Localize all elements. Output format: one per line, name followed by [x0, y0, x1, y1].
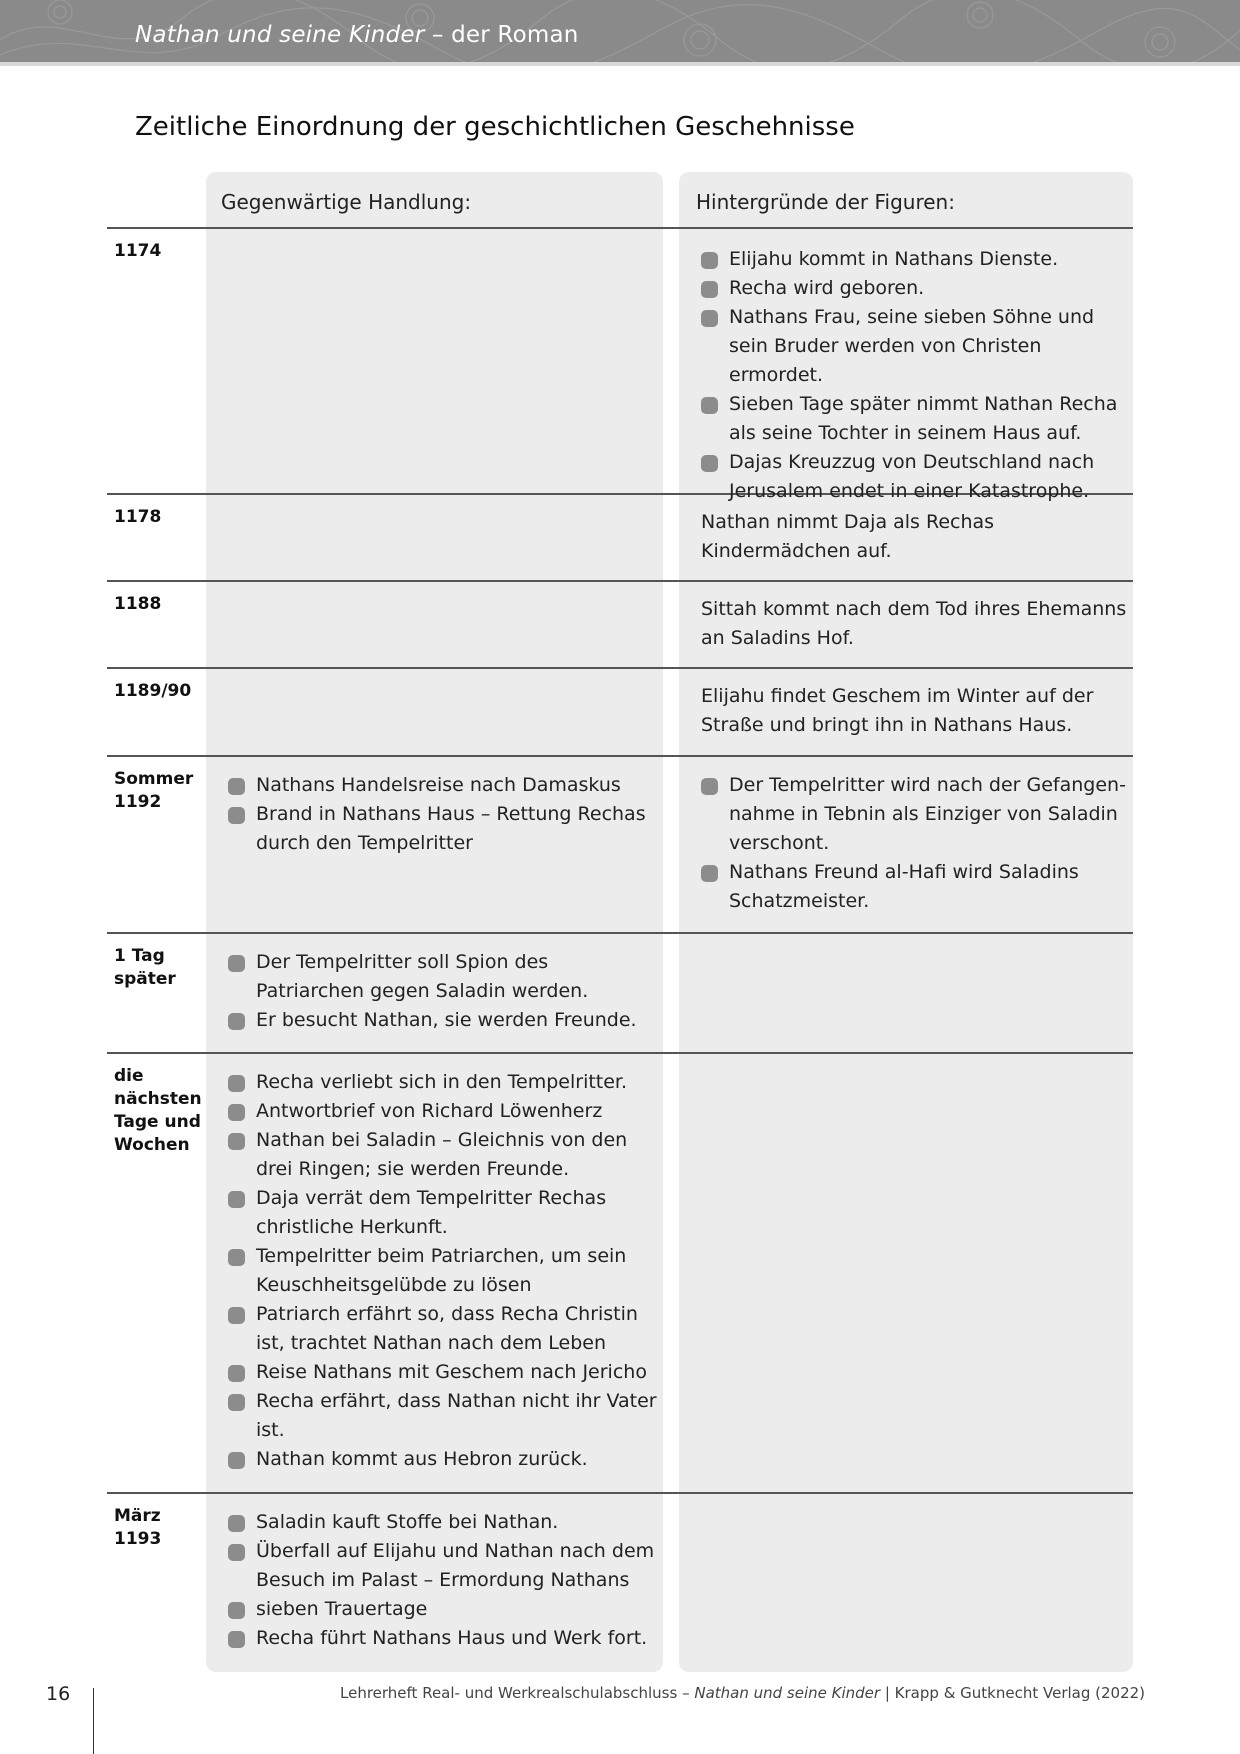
row-year: 1188 — [114, 594, 162, 614]
background-text: Elijahu findet Geschem im Winter auf der Straße und bringt ihn in Nathans Haus. — [701, 685, 1094, 736]
list-item: Patriarch erfährt so, dass Recha Christin ist, trachtet Nathan nach dem Leben — [228, 1300, 658, 1358]
row-divider — [107, 580, 1133, 582]
row-year: 1178 — [114, 507, 162, 527]
list-item: Saladin kauft Stoffe bei Nathan. — [228, 1508, 658, 1537]
row-year-line: später — [114, 969, 176, 989]
present-cell — [228, 1068, 658, 1474]
background-cell — [701, 508, 1131, 566]
background-cell — [701, 682, 1131, 740]
timeline-table — [107, 172, 1133, 1672]
list-item: Reise Nathans mit Geschem nach Jericho — [228, 1358, 658, 1387]
row-year-line: März — [114, 1506, 161, 1526]
list-item: Er besucht Nathan, sie werden Freunde. — [228, 1006, 658, 1035]
header-title — [135, 22, 579, 48]
footer-text-before: Lehrerheft Real- und Werkrealschulabschluss – — [340, 1684, 690, 1702]
row-year-line: Tage und — [114, 1112, 201, 1132]
list-item: Antwortbrief von Richard Löwenherz — [228, 1097, 658, 1126]
row-year-line: Sommer — [114, 769, 194, 789]
list-item: Nathans Handelsreise nach Damaskus — [228, 771, 658, 800]
footer-credit — [340, 1684, 1145, 1702]
footer-text-after: | Krapp & Gutknecht Verlag (2022) — [884, 1684, 1146, 1702]
list-item: sieben Trauertage — [228, 1595, 658, 1624]
row-divider — [107, 932, 1133, 934]
background-text: Nathan nimmt Daja als Rechas Kindermädchen auf. — [701, 511, 995, 562]
header-edge — [0, 62, 1240, 66]
list-item: Nathan kommt aus Hebron zurück. — [228, 1445, 658, 1474]
row-divider — [107, 667, 1133, 669]
header-title-italic: Nathan und seine Kinder — [135, 22, 425, 48]
row-year — [114, 768, 193, 814]
list-item: Sieben Tage später nimmt Nathan Recha als seine Tochter in seinem Haus auf. — [701, 390, 1131, 448]
row-divider — [107, 1492, 1133, 1494]
row-divider — [107, 755, 1133, 757]
list-item: Der Tempelritter wird nach der Gefangennahme in Tebnin als Einziger von Saladin verschont. — [701, 771, 1131, 858]
list-item: Nathan bei Saladin – Gleichnis von den drei Ringen; sie werden Freunde. — [228, 1126, 658, 1184]
list-item: Nathans Frau, seine sieben Söhne und sein Bruder werden von Christen ermordet. — [701, 303, 1131, 390]
background-cell — [701, 595, 1131, 653]
list-item: Daja verrät dem Tempelritter Rechas christliche Herkunft. — [228, 1184, 658, 1242]
background-text: Sittah kommt nach dem Tod ihres Ehemanns an Saladins Hof. — [701, 598, 1127, 649]
row-year-line: die — [114, 1066, 144, 1086]
list-item: Recha wird geboren. — [701, 274, 1131, 303]
column-header-background: Hintergründe der Figuren: — [696, 190, 955, 214]
row-year-line: 1 Tag — [114, 946, 165, 966]
list-item: Tempelritter beim Patriarchen, um sein Keuschheitsgelübde zu lösen — [228, 1242, 658, 1300]
header-title-rest: – der Roman — [431, 22, 579, 48]
page-title: Zeitliche Einordnung der geschichtlichen Geschehnisse — [135, 112, 855, 142]
row-year-line: 1192 — [114, 792, 162, 812]
row-year: 1174 — [114, 241, 162, 261]
footer-divider — [93, 1688, 94, 1754]
list-item: Nathans Freund al-Hafi wird Saladins Schatzmeister. — [701, 858, 1131, 916]
row-year — [114, 1505, 161, 1551]
row-divider — [107, 1052, 1133, 1054]
list-item: Dajas Kreuzzug von Deutschland nach Jerusalem endet in einer Katastrophe. — [701, 448, 1131, 506]
background-cell — [701, 245, 1131, 506]
list-item: Recha erfährt, dass Nathan nicht ihr Vater ist. — [228, 1387, 658, 1445]
footer-text-italic: Nathan und seine Kinder — [694, 1684, 881, 1702]
list-item: Recha verliebt sich in den Tempelritter. — [228, 1068, 658, 1097]
row-year: 1189/90 — [114, 681, 192, 701]
list-item: Der Tempelritter soll Spion des Patriarchen gegen Saladin werden. — [228, 948, 658, 1006]
row-year — [114, 1065, 202, 1157]
row-divider — [107, 227, 1133, 229]
present-cell — [228, 771, 658, 858]
background-cell — [701, 771, 1131, 916]
row-year — [114, 945, 176, 991]
row-year-line: Wochen — [114, 1135, 190, 1155]
page-number: 16 — [46, 1683, 71, 1705]
column-header-present: Gegenwärtige Handlung: — [221, 190, 472, 214]
present-cell — [228, 948, 658, 1035]
list-item: Überfall auf Elijahu und Nathan nach dem Besuch im Palast – Ermordung Nathans — [228, 1537, 658, 1595]
present-cell — [228, 1508, 658, 1653]
page-header — [0, 0, 1240, 62]
row-year-line: 1193 — [114, 1529, 162, 1549]
list-item: Elijahu kommt in Nathans Dienste. — [701, 245, 1131, 274]
list-item: Brand in Nathans Haus – Rettung Rechas durch den Tempelritter — [228, 800, 658, 858]
list-item: Recha führt Nathans Haus und Werk fort. — [228, 1624, 658, 1653]
row-year-line: nächsten — [114, 1089, 202, 1109]
